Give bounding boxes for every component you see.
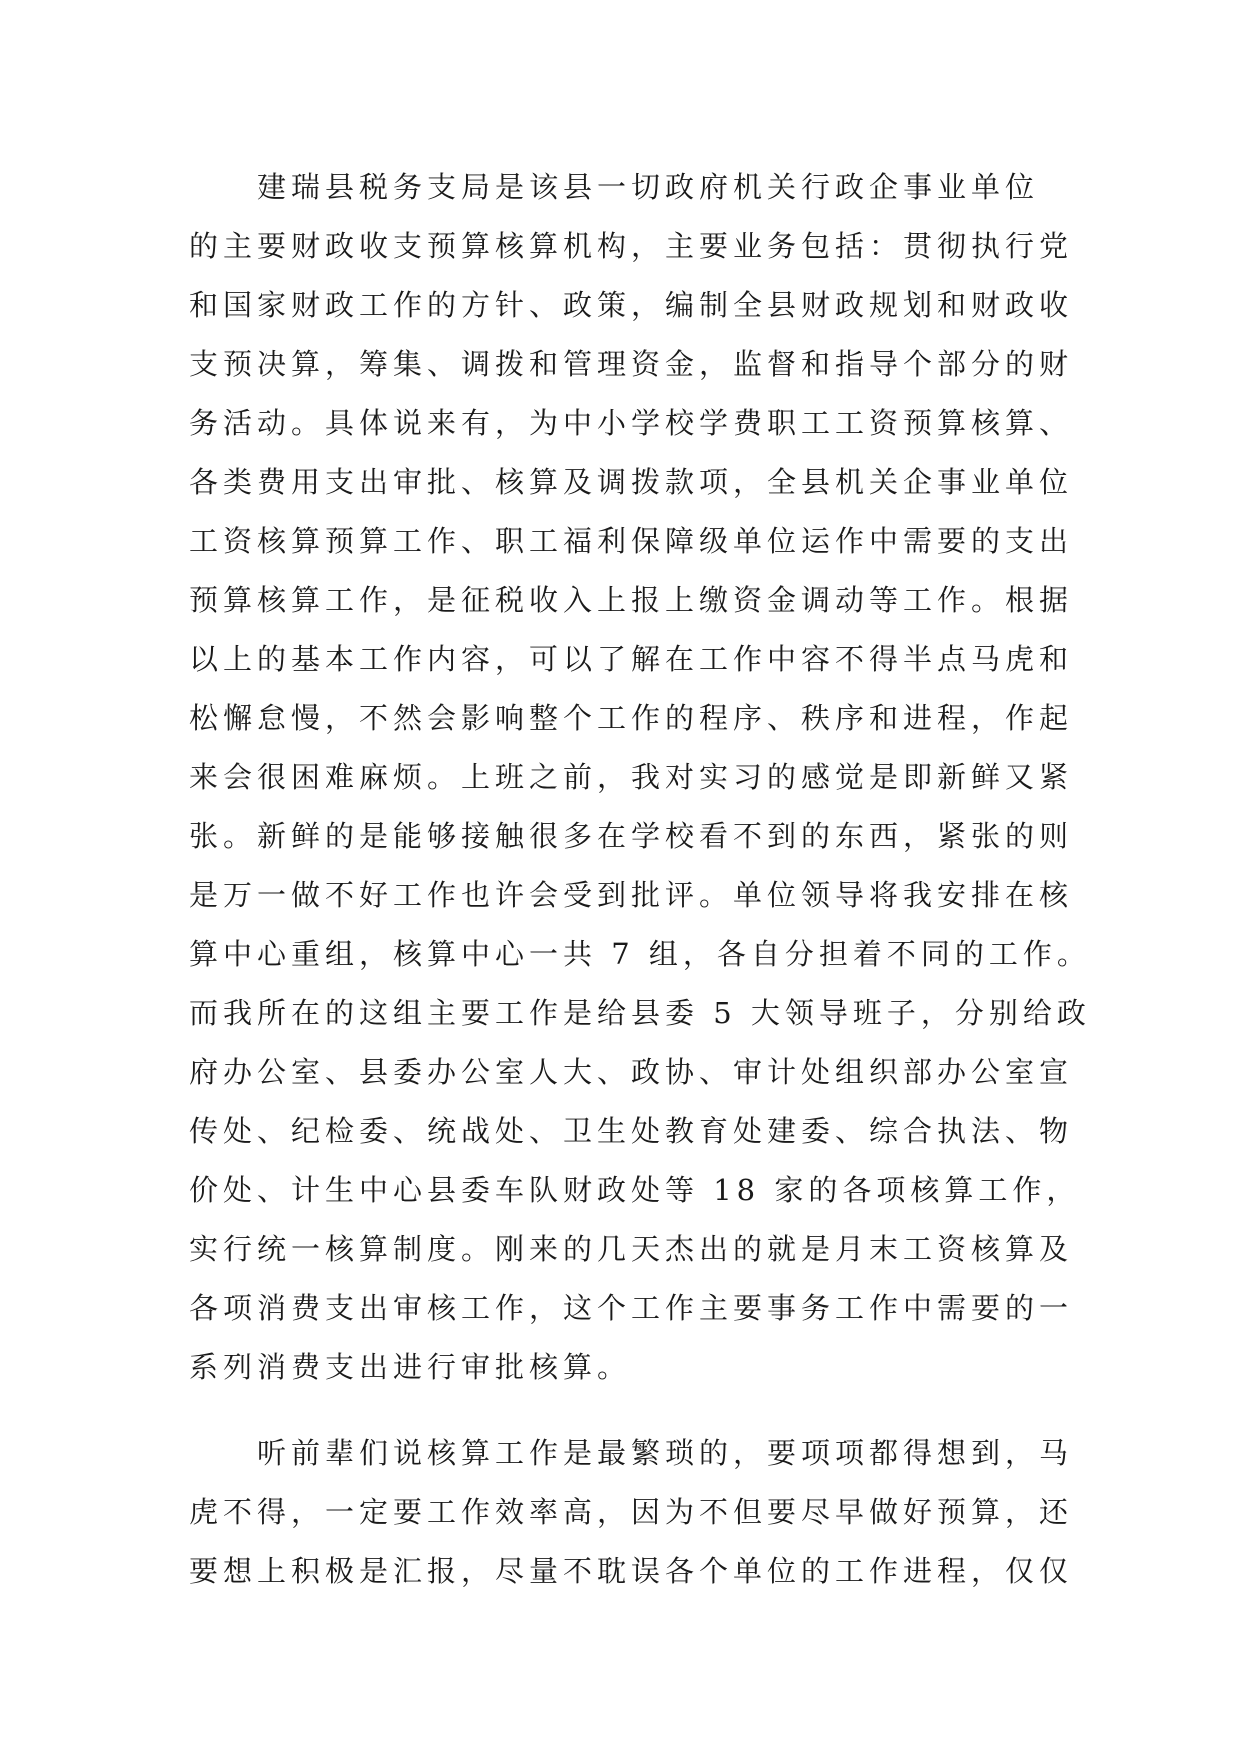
text-line: 的主要财政收支预算核算机构，主要业务包括：贯彻执行党 (189, 229, 1074, 263)
text-line: 张。新鲜的是能够接触很多在学校看不到的东西，紧张的则 (189, 819, 1074, 853)
text-line: 听前辈们说核算工作是最繁琐的，要项项都得想到，马 (189, 1436, 1074, 1470)
text-line: 来会很困难麻烦。上班之前，我对实习的感觉是即新鲜又紧 (189, 760, 1074, 794)
text-line: 要想上积极是汇报，尽量不耽误各个单位的工作进程，仅仅 (189, 1554, 1074, 1588)
text-line: 而我所在的这组主要工作是给县委 5 大领导班子，分别给政 (189, 996, 1091, 1030)
paragraph-2 (189, 1424, 1074, 1601)
text-line: 建瑞县税务支局是该县一切政府机关行政企事业单位 (189, 170, 1040, 204)
text-line: 算中心重组，核算中心一共 7 组，各自分担着不同的工作。 (189, 937, 1091, 971)
text-line: 府办公室、县委办公室人大、政协、审计处组织部办公室宣 (189, 1055, 1074, 1089)
text-line: 实行统一核算制度。刚来的几天杰出的就是月末工资核算及 (189, 1232, 1074, 1266)
text-line: 和国家财政工作的方针、政策，编制全县财政规划和财政收 (189, 288, 1074, 322)
text-line: 工资核算预算工作、职工福利保障级单位运作中需要的支出 (189, 524, 1074, 558)
document-body (189, 158, 1091, 1601)
text-line: 以上的基本工作内容，可以了解在工作中容不得半点马虎和 (189, 642, 1074, 676)
text-line: 务活动。具体说来有，为中小学校学费职工工资预算核算、 (189, 406, 1074, 440)
text-line: 传处、纪检委、统战处、卫生处教育处建委、综合执法、物 (189, 1114, 1074, 1148)
paragraph-spacer (189, 1397, 1069, 1424)
paragraph-1 (189, 158, 1091, 1397)
text-line: 虎不得，一定要工作效率高，因为不但要尽早做好预算，还 (189, 1495, 1074, 1529)
text-line: 各类费用支出审批、核算及调拨款项，全县机关企事业单位 (189, 465, 1074, 499)
text-line: 预算核算工作，是征税收入上报上缴资金调动等工作。根据 (189, 583, 1074, 617)
text-line: 松懈怠慢，不然会影响整个工作的程序、秩序和进程，作起 (189, 701, 1074, 735)
text-line: 是万一做不好工作也许会受到批评。单位领导将我安排在核 (189, 878, 1074, 912)
text-line: 价处、计生中心县委车队财政处等 18 家的各项核算工作， (189, 1173, 1081, 1207)
text-line: 各项消费支出审核工作，这个工作主要事务工作中需要的一 (189, 1291, 1074, 1325)
text-line: 系列消费支出进行审批核算。 (189, 1350, 632, 1384)
text-line: 支预决算，筹集、调拨和管理资金，监督和指导个部分的财 (189, 347, 1074, 381)
